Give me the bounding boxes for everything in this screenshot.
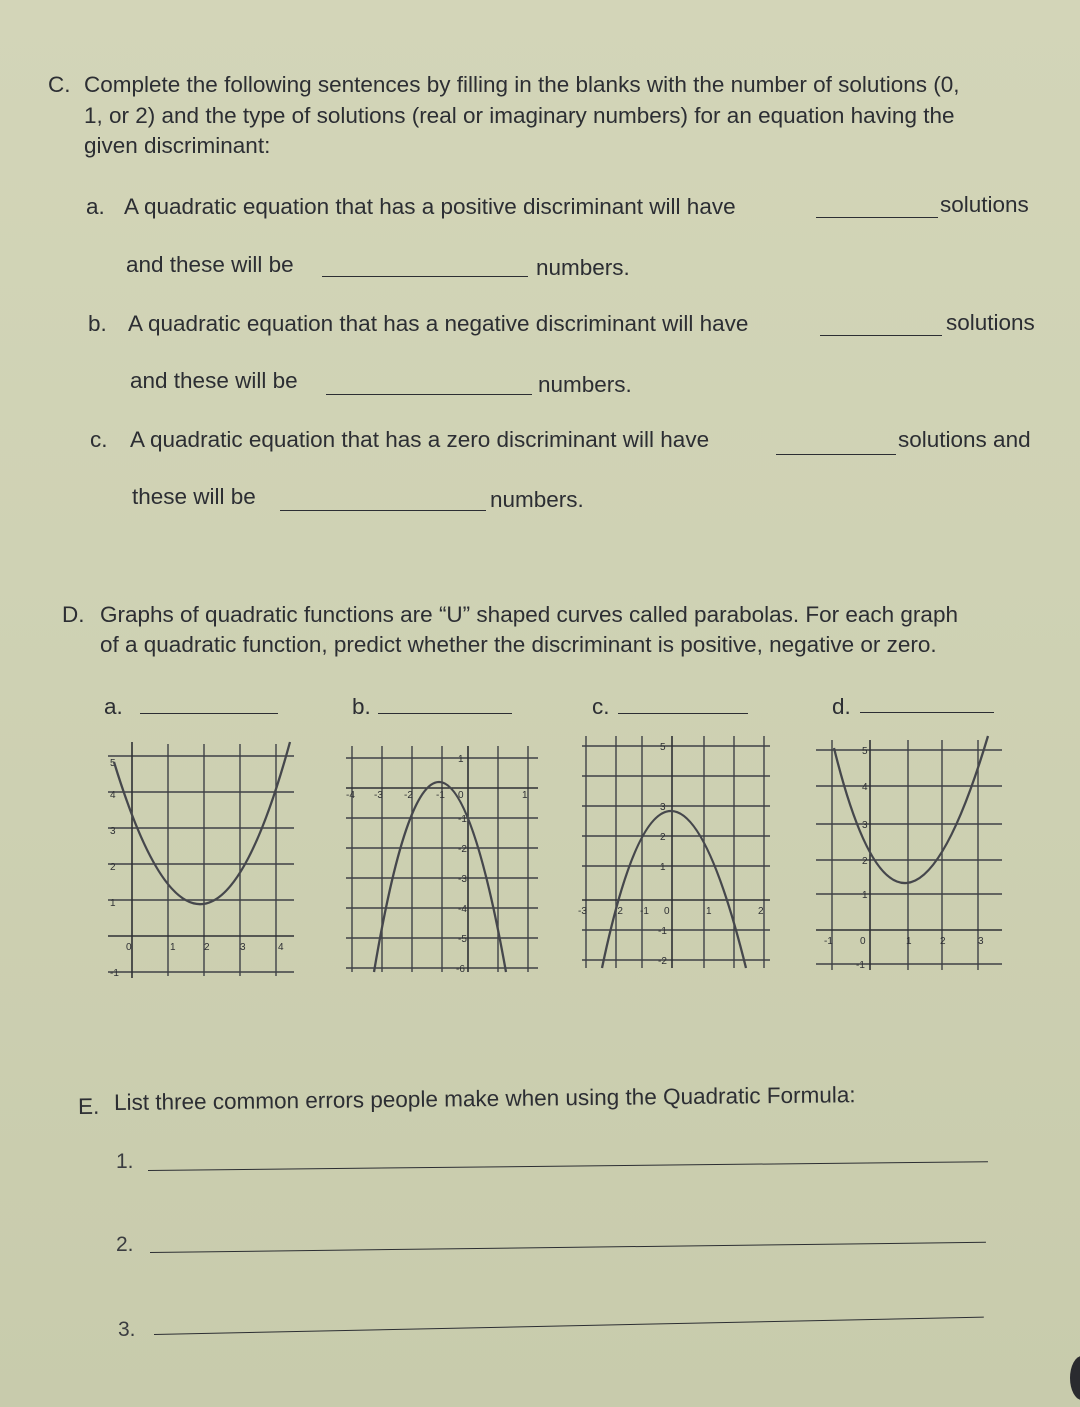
graph-a-x-tick-label: 2 <box>204 942 210 953</box>
graph-c-parabola <box>602 811 746 968</box>
section-e-label: E. <box>77 1093 100 1119</box>
graph-c-y-tick-label: 3 <box>660 802 666 813</box>
item-a-sentence: A quadratic equation that has a positive discriminant will have <box>124 194 736 219</box>
graph-d-y-tick-label: 4 <box>862 782 868 793</box>
graph-a <box>104 736 298 980</box>
graph-b-y-tick-label: -5 <box>458 934 467 945</box>
graph-b <box>344 742 540 974</box>
graph-c <box>578 734 774 970</box>
section-d-instruction-line2: of a quadratic function, predict whether the discriminant is positive, negative or zero. <box>100 632 937 657</box>
graph-b-y-tick-label: -6 <box>456 964 465 975</box>
graph-c-y-tick-label: -1 <box>658 926 667 937</box>
graph-b-y-tick-label: -3 <box>458 874 467 885</box>
graph-b-x-tick-label: -2 <box>404 790 413 801</box>
graph-c-x-tick-label: 0 <box>664 906 670 917</box>
graph-b-y-tick-label: 1 <box>458 754 464 765</box>
section-d-instruction-line1: Graphs of quadratic functions are “U” shaped curves called parabolas. For each graph <box>100 602 958 627</box>
item-b-sentence: A quadratic equation that has a negative discriminant will have <box>128 311 749 336</box>
graph-c-x-tick-label: -3 <box>578 906 587 917</box>
item-c-numbers-word: numbers. <box>490 487 584 512</box>
graph-d-answer-blank[interactable] <box>860 712 994 713</box>
graph-b-x-tick-label: -4 <box>346 790 355 801</box>
item-c-type-blank[interactable] <box>280 510 486 511</box>
graph-d-parabola <box>834 736 988 883</box>
graph-d-x-tick-label: -1 <box>824 936 833 947</box>
graph-a-y-tick-label: 2 <box>110 862 116 873</box>
graph-d-y-tick-label: 5 <box>862 746 868 757</box>
graph-a-grid <box>108 744 294 976</box>
graph-b-grid <box>346 746 538 972</box>
error-item-2-number: 2. <box>116 1233 134 1256</box>
graph-c-y-tick-label: 2 <box>660 832 666 843</box>
graph-a-x-tick-label: 3 <box>240 942 246 953</box>
graph-b-x-tick-label: -1 <box>436 790 445 801</box>
item-c-marker: c. <box>90 427 108 452</box>
graph-d-x-tick-label: 2 <box>940 936 946 947</box>
item-a-type-blank[interactable] <box>322 276 528 277</box>
graph-d-y-tick-label: -1 <box>856 960 865 971</box>
graph-b-answer-blank[interactable] <box>378 713 512 714</box>
graph-d-y-tick-label: 3 <box>862 820 868 831</box>
graph-c-y-tick-label: -2 <box>658 956 667 967</box>
item-a-solutions-word: solutions <box>940 192 1029 217</box>
graph-a-y-tick-label: 1 <box>110 898 116 909</box>
graph-b-parabola <box>374 782 506 972</box>
item-c-solutions-word: solutions and <box>898 427 1031 452</box>
graph-c-x-tick-label: 2 <box>758 906 764 917</box>
graph-a-parabola <box>114 742 290 904</box>
graph-a-x-tick-label: 4 <box>278 942 284 953</box>
graph-c-y-tick-label: 5 <box>660 742 666 753</box>
error-item-3-number: 3. <box>118 1318 136 1341</box>
graph-d <box>812 736 1006 972</box>
item-b-marker: b. <box>88 311 107 336</box>
graph-d-x-tick-label: 3 <box>978 936 984 947</box>
error-item-1-number: 1. <box>116 1150 134 1173</box>
item-c-second-line: these will be <box>132 484 256 509</box>
graph-d-y-tick-label: 2 <box>862 856 868 867</box>
section-c-instruction-line1: Complete the following sentences by filling in the blanks with the number of solutions (0, <box>84 72 960 97</box>
graph-d-y-tick-label: 1 <box>862 890 868 901</box>
graph-c-x-tick-label: -2 <box>614 906 623 917</box>
item-b-solutions-word: solutions <box>946 310 1035 335</box>
graph-b-x-tick-label: 0 <box>458 790 464 801</box>
graph-d-x-tick-label: 0 <box>860 936 866 947</box>
section-e-instruction: List three common errors people make when using the Quadratic Formula: <box>113 1082 856 1115</box>
graph-b-x-tick-label: 1 <box>522 790 528 801</box>
item-a-numbers-word: numbers. <box>536 255 630 280</box>
graph-d-x-tick-label: 1 <box>906 936 912 947</box>
graph-b-x-tick-label: -3 <box>374 790 383 801</box>
section-c-label: C. <box>48 72 71 97</box>
section-c-instruction-line2: 1, or 2) and the type of solutions (real or imaginary numbers) for an equation having the <box>84 103 955 128</box>
graph-c-answer-blank[interactable] <box>618 713 748 714</box>
item-b-type-blank[interactable] <box>326 394 532 395</box>
item-b-second-line: and these will be <box>130 368 298 393</box>
graph-a-y-tick-label: 5 <box>110 758 116 769</box>
graph-b-y-tick-label: -2 <box>458 844 467 855</box>
graph-c-label: c. <box>592 694 610 719</box>
graph-c-x-tick-label: -1 <box>640 906 649 917</box>
graph-d-label: d. <box>832 694 851 719</box>
graph-c-x-tick-label: 1 <box>706 906 712 917</box>
graph-a-x-tick-label: 0 <box>126 942 132 953</box>
item-b-numbers-word: numbers. <box>538 372 632 397</box>
graph-b-label: b. <box>352 694 371 719</box>
item-c-sentence: A quadratic equation that has a zero discriminant will have <box>130 427 710 452</box>
graph-a-y-tick-label: 4 <box>110 790 116 801</box>
graph-a-y-tick-label: -1 <box>110 968 119 979</box>
graph-c-y-tick-label: 1 <box>660 862 666 873</box>
item-a-count-blank[interactable] <box>816 217 938 218</box>
item-a-marker: a. <box>86 194 105 219</box>
item-a-second-line: and these will be <box>126 252 294 277</box>
graph-b-y-tick-label: -1 <box>458 814 467 825</box>
item-c-count-blank[interactable] <box>776 454 896 455</box>
graph-a-x-tick-label: 1 <box>170 942 176 953</box>
graph-a-answer-blank[interactable] <box>140 713 278 714</box>
graph-a-y-tick-label: 3 <box>110 826 116 837</box>
section-d-label: D. <box>62 602 85 627</box>
graph-a-label: a. <box>104 694 123 719</box>
section-c-instruction-line3: given discriminant: <box>84 133 271 158</box>
graph-b-y-tick-label: -4 <box>458 904 467 915</box>
item-b-count-blank[interactable] <box>820 335 942 336</box>
